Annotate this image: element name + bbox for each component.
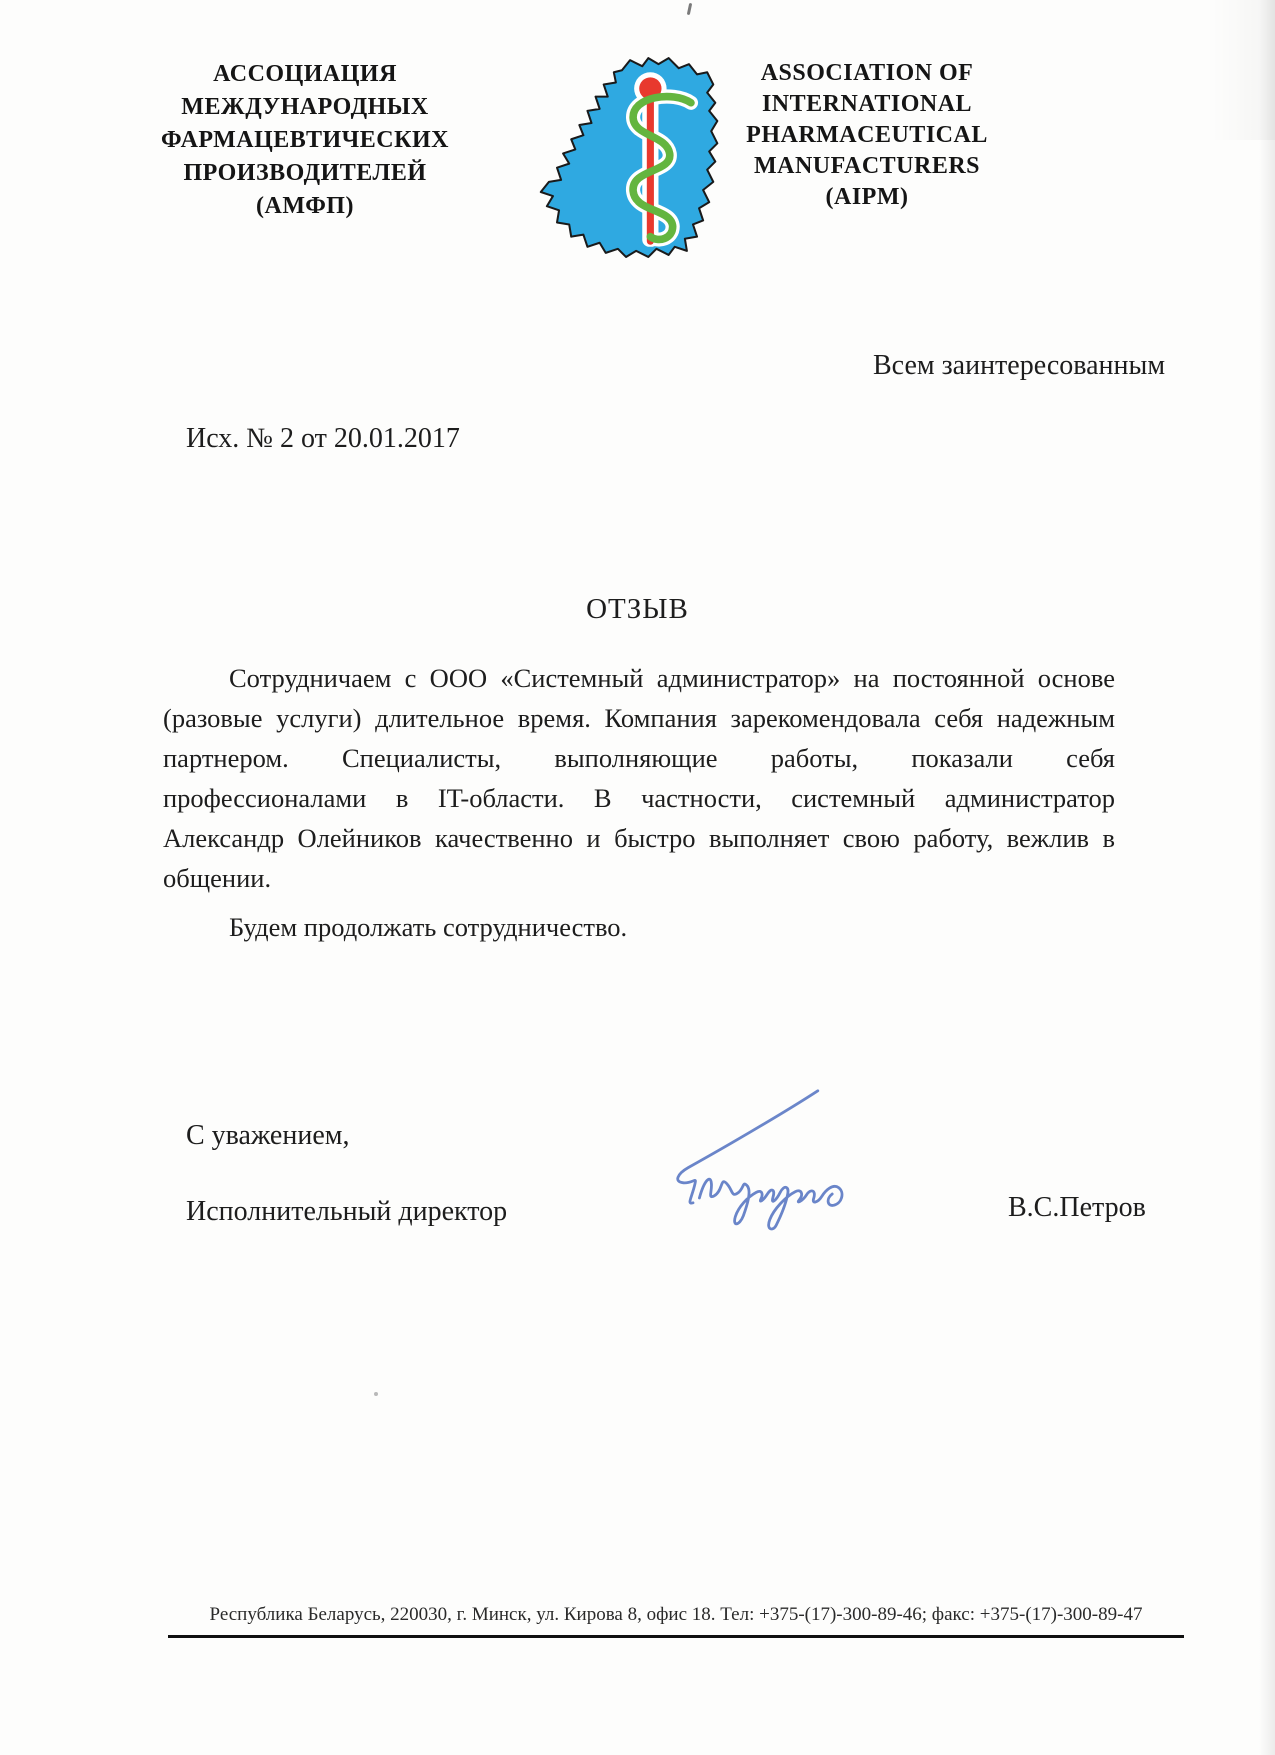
org-en-line: ASSOCIATION OF xyxy=(760,60,974,86)
body-line: Александр Олейников качественно и быстро выполняет свою работу, вежлив в xyxy=(163,823,1115,853)
body-line: профессионалами в IT-области. В частности, системный администратор xyxy=(163,783,1115,813)
org-en-line: INTERNATIONAL xyxy=(761,91,973,117)
org-en-line: (AIPM) xyxy=(825,184,909,210)
signer-name: В.С.Петров xyxy=(1008,1192,1146,1223)
org-ru-line: АССОЦИАЦИЯ xyxy=(213,61,397,87)
scan-artifact-tick xyxy=(687,3,692,15)
scan-corner-smudge xyxy=(1211,0,1275,140)
body-line: общении. xyxy=(163,863,272,893)
letter-body xyxy=(163,658,1115,898)
handwritten-signature xyxy=(636,1078,886,1238)
logo-svg xyxy=(528,52,722,260)
reference-number: Исх. № 2 от 20.01.2017 xyxy=(186,423,460,454)
scan-edge-shadow xyxy=(1259,0,1275,1755)
asclepius-staff-icon xyxy=(647,86,654,244)
org-en-line: PHARMACEUTICAL xyxy=(746,122,988,148)
footer-address: Республика Беларусь, 220030, г. Минск, ул. Кирова 8, офис 18. Тел: +375-(17)-300-89-46; факс: +375-(17)-300-89-47 xyxy=(168,1604,1184,1638)
body-line: (разовые услуги) длительное время. Компания зарекомендовала себя надежным xyxy=(163,703,1115,733)
org-en-line: MANUFACTURERS xyxy=(753,153,981,179)
scan-dust-speck xyxy=(374,1392,378,1396)
belarus-map-shape xyxy=(541,58,718,257)
org-ru-line: МЕЖДУНАРОДНЫХ xyxy=(181,94,429,120)
belarus-map-asclepius-logo xyxy=(528,52,722,260)
body-line: Сотрудничаем с ООО «Системный администратор» на постоянной основе xyxy=(229,663,1115,693)
signer-title: Исполнительный директор xyxy=(186,1196,508,1227)
org-ru-line: ПРОИЗВОДИТЕЛЕЙ xyxy=(183,160,427,186)
closing-line: Будем продолжать сотрудничество. xyxy=(229,912,628,942)
org-name-russian xyxy=(140,58,470,223)
body-line: партнером. Специалисты, выполняющие работы, показали себя xyxy=(163,743,1115,773)
valediction: С уважением, xyxy=(186,1120,350,1151)
signature-svg xyxy=(636,1078,886,1238)
document-title: ОТЗЫВ xyxy=(586,593,689,625)
signature-stroke-name xyxy=(699,1179,842,1229)
addressee-line: Всем заинтересованным xyxy=(873,350,1166,381)
org-ru-line: ФАРМАЦЕВТИЧЕСКИХ xyxy=(160,127,450,153)
org-name-english xyxy=(733,58,1001,213)
org-ru-line: (АМФП) xyxy=(256,193,354,219)
